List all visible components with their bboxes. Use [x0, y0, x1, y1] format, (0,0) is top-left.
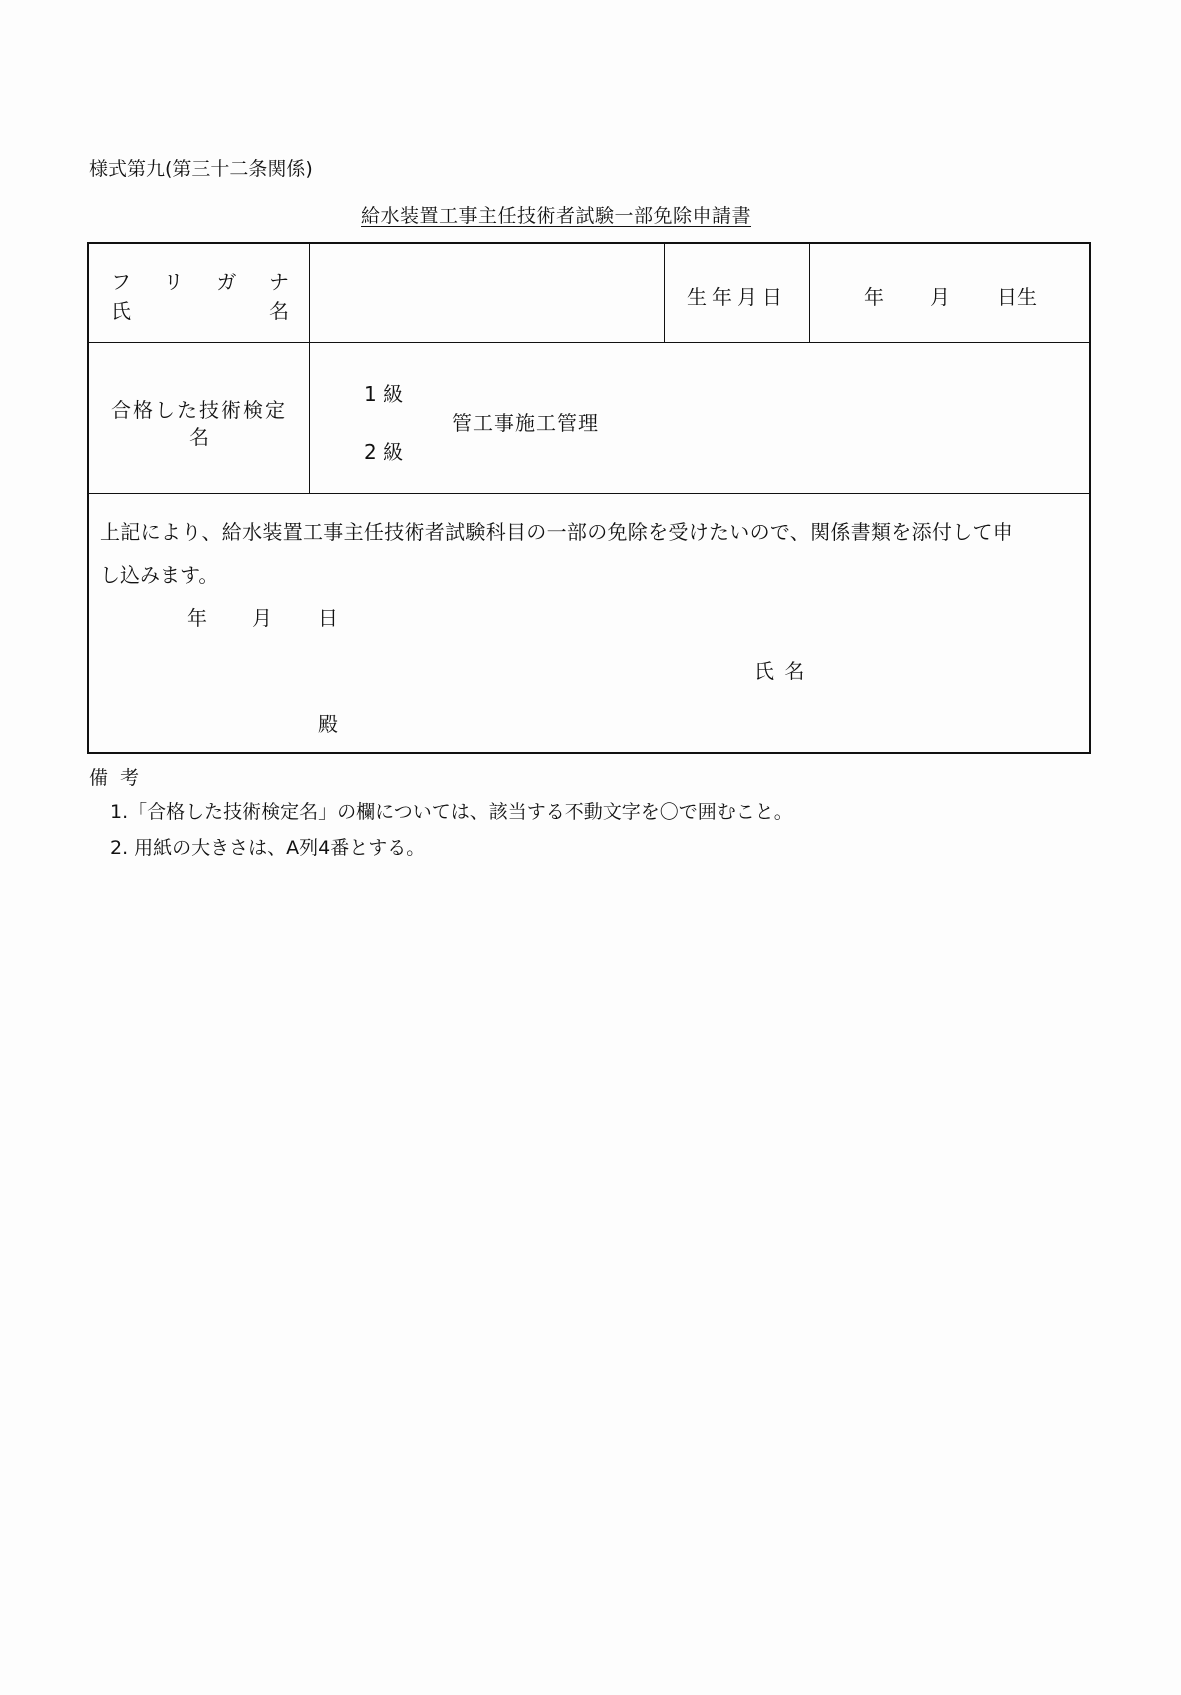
qualification-name: 管工事施工管理: [452, 411, 599, 435]
date-month: 月: [252, 606, 272, 630]
name-value-field[interactable]: [318, 280, 648, 304]
grade-2: 2 級: [364, 440, 404, 464]
statement-line-2: し込みます。: [100, 563, 219, 587]
qualification-label: 合格した技術検定: [111, 398, 287, 422]
birth-year: 年: [864, 285, 884, 309]
note-item-1: 1.「合格した技術検定名」の欄については、該当する不動文字を〇で囲むこと。: [110, 801, 793, 823]
name-label: 氏 名: [111, 299, 289, 323]
date-year: 年: [187, 606, 207, 630]
birth-day: 日生: [997, 285, 1037, 309]
document-title: 給水装置工事主任技術者試験一部免除申請書: [361, 205, 752, 227]
addressee-suffix: 殿: [318, 712, 338, 736]
notes-heading: 備 考: [89, 767, 143, 789]
birth-month: 月: [930, 285, 950, 309]
date-day: 日: [318, 606, 338, 630]
note-item-2: 2. 用紙の大きさは、A列4番とする。: [110, 837, 426, 859]
form-number: 様式第九(第三十二条関係): [89, 158, 313, 180]
grade-1: 1 級: [364, 382, 404, 406]
applicant-name-label: 氏 名: [754, 659, 807, 683]
birthdate-label: 生年月日: [687, 285, 787, 309]
furigana-label: フ リ ガ ナ: [111, 270, 289, 294]
qualification-label-cont: 名: [189, 425, 209, 449]
statement-line-1: 上記により、給水装置工事主任技術者試験科目の一部の免除を受けたいので、関係書類を添付して申: [100, 520, 1014, 544]
